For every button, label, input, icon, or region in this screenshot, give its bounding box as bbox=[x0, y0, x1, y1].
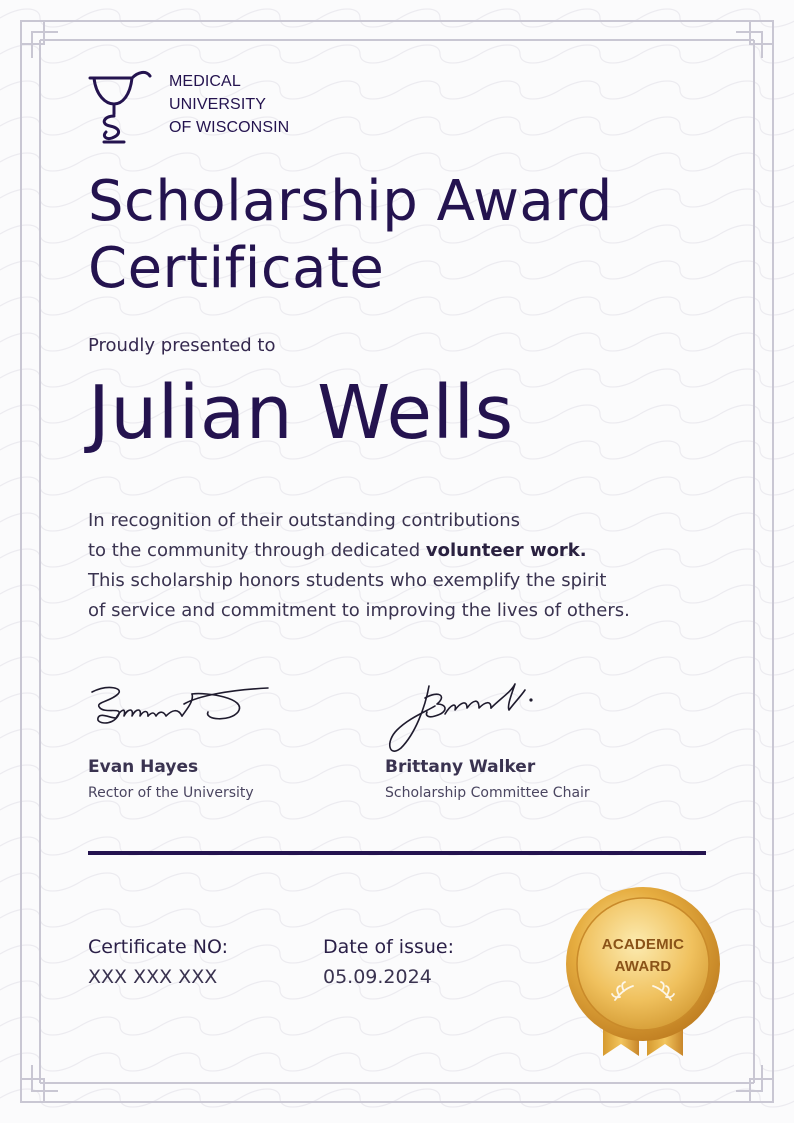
seal-text-line-2: AWARD bbox=[614, 958, 672, 975]
signer-role: Rector of the University bbox=[88, 785, 254, 801]
body-line-1: In recognition of their outstanding contributions bbox=[88, 510, 520, 531]
certificate-body bbox=[88, 506, 728, 626]
institution-name-line-2: UNIVERSITY bbox=[169, 96, 267, 113]
signature-image bbox=[88, 678, 288, 758]
institution-logo bbox=[88, 66, 348, 146]
title-line-2: Certificate bbox=[88, 236, 385, 301]
seal-text bbox=[563, 934, 723, 978]
certificate-number-label: Certificate NO: bbox=[88, 936, 228, 958]
signer-role: Scholarship Committee Chair bbox=[385, 785, 590, 801]
presented-label: Proudly presented to bbox=[88, 335, 276, 356]
institution-name bbox=[169, 70, 289, 139]
title-line-1: Scholarship Award bbox=[88, 169, 613, 234]
issue-date-value: 05.09.2024 bbox=[323, 966, 432, 988]
signer-name: Evan Hayes bbox=[88, 757, 199, 777]
signer-block bbox=[88, 678, 368, 808]
issue-date-block bbox=[323, 936, 454, 988]
signer-block bbox=[385, 678, 665, 808]
recipient-name: Julian Wells bbox=[88, 370, 514, 456]
body-line-2-emphasis: volunteer work. bbox=[425, 540, 587, 561]
certificate-number-block bbox=[88, 936, 228, 988]
body-line-2 bbox=[88, 536, 728, 566]
institution-name-line-3: OF WISCONSIN bbox=[169, 119, 290, 136]
issue-date-label: Date of issue: bbox=[323, 936, 455, 958]
body-line-2-text: to the community through dedicated bbox=[88, 540, 426, 561]
certificate-title bbox=[88, 168, 728, 302]
academic-award-seal bbox=[563, 884, 723, 1059]
signature-image bbox=[385, 678, 585, 758]
institution-name-line-1: MEDICAL bbox=[169, 73, 241, 90]
seal-text-line-1: ACADEMIC bbox=[601, 936, 685, 953]
certificate-number-value: XXX XXX XXX bbox=[88, 966, 218, 988]
bowl-of-hygieia-icon bbox=[88, 66, 152, 146]
signer-name: Brittany Walker bbox=[385, 757, 536, 777]
body-line-4: of service and commitment to improving the lives of others. bbox=[88, 600, 630, 621]
body-line-3: This scholarship honors students who exemplify the spirit bbox=[88, 570, 607, 591]
section-divider bbox=[88, 851, 706, 855]
